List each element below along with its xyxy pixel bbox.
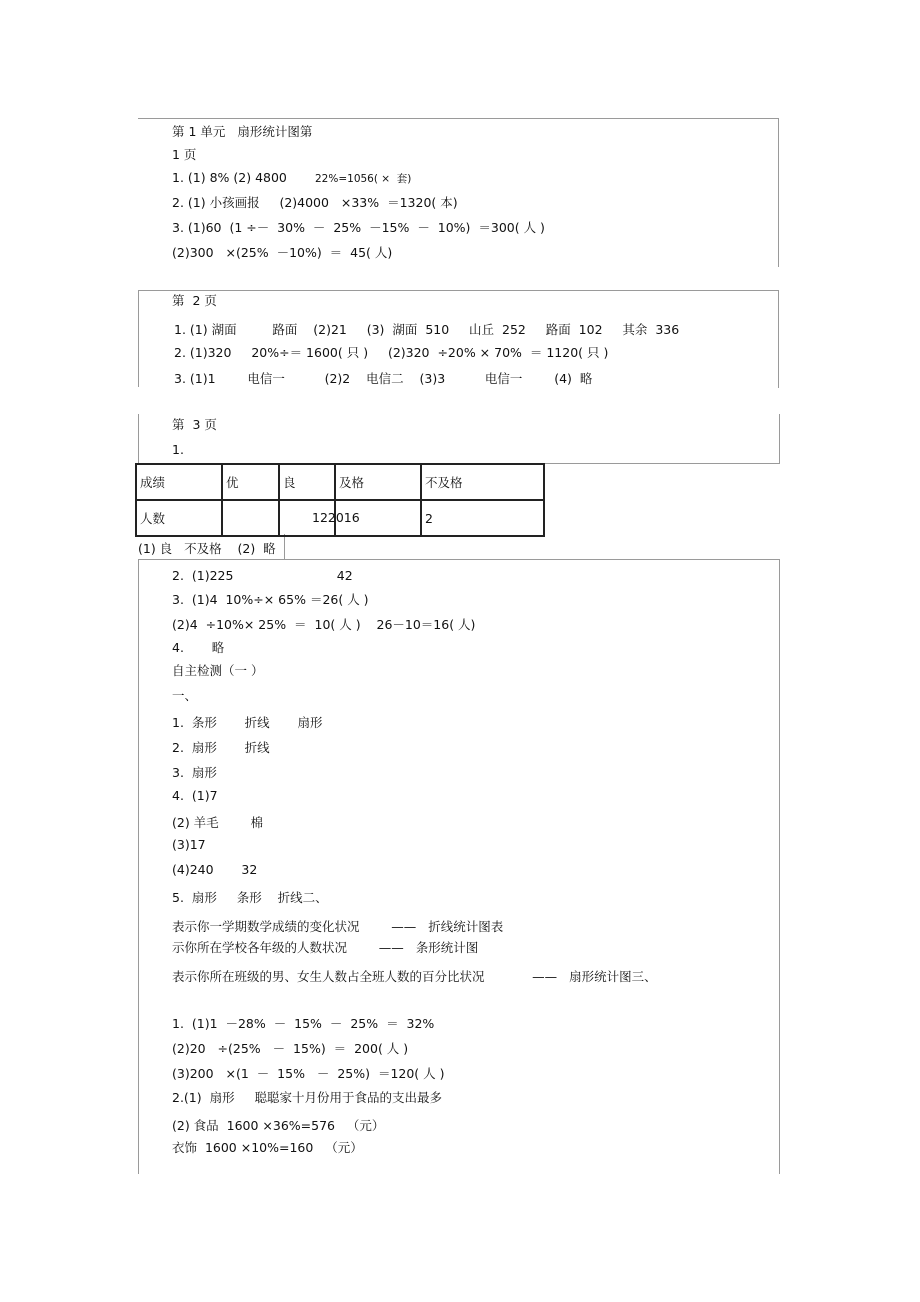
selftest-c2: (2)20 ÷(25% － 15%) ＝ 200( 人 ) (172, 1041, 409, 1056)
selftest-a5: 5. 扇形 条形 折线二、 (172, 890, 328, 905)
table-header-cell: 良 (279, 464, 335, 500)
answer-3-3b: (2)4 ÷10%× 25% ＝ 10( 人 ) 26－10＝16( 人) (172, 617, 476, 632)
table-header-row (136, 464, 544, 500)
section1-heading: 第 1 单元 扇形统计图第 (172, 124, 313, 139)
selftest-d1: 2.(1) 扇形 聪聪家十月份用于食品的支出最多 (172, 1090, 442, 1105)
section2-left-rule (138, 290, 139, 387)
score-table (135, 463, 545, 537)
selftest-match1: 表示你一学期数学成绩的变化状况 —— 折线统计图表 (172, 919, 504, 934)
table-row (136, 500, 544, 536)
table-cell-merged-value: 122016 (312, 510, 360, 525)
table-header-cell: 成绩 (136, 464, 222, 500)
table-header-cell: 优 (222, 464, 279, 500)
selftest-a4c: (3)17 (172, 837, 206, 852)
answer-3: 3. (1)60 (1 ÷－ 30% － 25% －15% － 10%) ＝300( 人 ) (172, 220, 545, 235)
answer-3-2: 2. (1)225 42 (172, 568, 353, 583)
selftest-part1: 一、 (172, 688, 198, 703)
selftest-a4b: (2) 羊毛 棉 (172, 815, 263, 830)
after-table-answer: (1) 良 不及格 (2) 略 (138, 541, 276, 556)
selftest-match2: 示你所在学校各年级的人数状况 —— 条形统计图 (172, 940, 479, 955)
table-cell (222, 500, 279, 536)
table-cell (279, 500, 360, 536)
selftest-a2: 2. 扇形 折线 (172, 740, 270, 755)
selftest-a4d: (4)240 32 (172, 862, 258, 877)
answer-3-3a: 3. (1)4 10%÷× 65% ＝26( 人 ) (172, 592, 369, 607)
selftest-title: 自主检测（一 ） (172, 663, 264, 678)
section3-frame (138, 414, 780, 464)
section2-heading: 第 2 页 (172, 293, 217, 308)
answer-2: 2. (1) 小孩画报 (2)4000 ×33% ＝1320( 本) (172, 195, 458, 210)
answer-3b: (2)300 ×(25% －10%) ＝ 45( 人) (172, 245, 393, 260)
table-cell: 2 (421, 500, 544, 536)
answer-2-1: 1. (1) 湖面 路面 (2)21 (3) 湖面 510 山丘 252 路面 102 其余 336 (174, 322, 680, 337)
selftest-d3: 衣饰 1600 ×10%=160 （元） (172, 1140, 363, 1155)
selftest-a4: 4. (1)7 (172, 788, 218, 803)
answer-1: 1. (1) 8% (2) 4800 (172, 170, 287, 185)
selftest-d2: (2) 食品 1600 ×36%=576 （元） (172, 1118, 385, 1133)
selftest-a1: 1. 条形 折线 扇形 (172, 715, 323, 730)
answer-1-calc: 22%=1056( × 套) (315, 173, 412, 185)
selftest-c1: 1. (1)1 －28% － 15% － 25% ＝ 32% (172, 1016, 435, 1031)
selftest-c3: (3)200 ×(1 － 15% － 25%) ＝120( 人 ) (172, 1066, 445, 1081)
section1-page: 1 页 (172, 147, 197, 162)
answer-3-4: 4. 略 (172, 640, 225, 655)
selftest-a3: 3. 扇形 (172, 765, 217, 780)
table-header-cell: 不及格 (421, 464, 544, 500)
answer-2-2: 2. (1)320 20%÷＝ 1600( 只 ) (2)320 ÷20% × 70% ＝ 1120( 只 ) (174, 345, 609, 360)
table-row-label: 人数 (136, 500, 222, 536)
section3-heading: 第 3 页 (172, 417, 217, 432)
answer-3-1: 1. (172, 442, 184, 457)
selftest-match3: 表示你所在班级的男、女生人数占全班人数的百分比状况 —— 扇形统计图三、 (172, 969, 657, 984)
answer-2-3: 3. (1)1 电信一 (2)2 电信二 (3)3 电信一 (4) 略 (174, 371, 593, 386)
table-header-cell: 及格 (335, 464, 421, 500)
